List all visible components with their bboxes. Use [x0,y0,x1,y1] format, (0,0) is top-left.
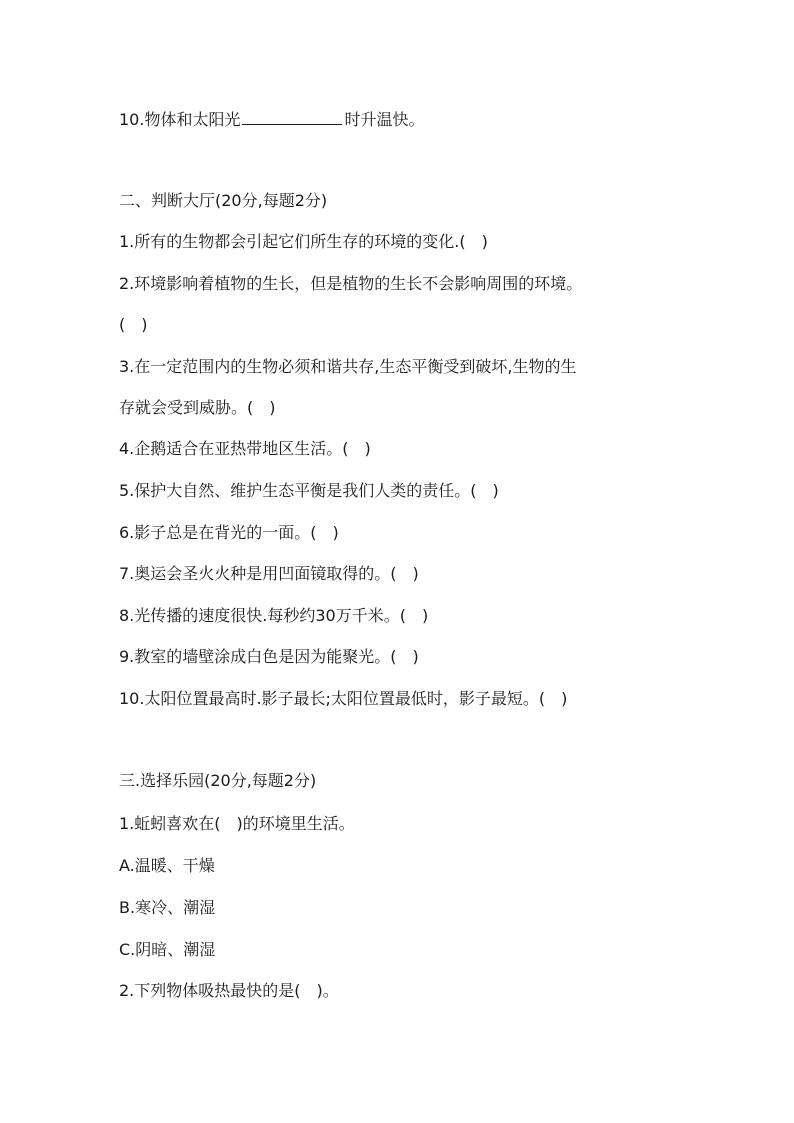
fill-blank-question-10 [119,108,424,131]
judgement-item: 2.环境影响着植物的生长，但是植物的生长不会影响周围的环境。 [119,274,583,293]
choice-option-a: A.温暖、干燥 [119,856,215,875]
choice-question: 1.蚯蚓喜欢在( )的环境里生活。 [119,814,355,833]
judgement-item: 存就会受到威胁。( ) [119,398,276,417]
judgement-item: 8.光传播的速度很快.每秒约30万千米。( ) [119,606,429,625]
judgement-item: 10.太阳位置最高时.影子最长;太阳位置最低时，影子最短。( ) [119,689,568,708]
judgement-item: 5.保护大自然、维护生态平衡是我们人类的责任。( ) [119,481,499,500]
judgement-item: 4.企鹅适合在亚热带地区生活。( ) [119,439,371,458]
question-text-after: 时升温快。 [344,110,425,129]
judgement-item: 1.所有的生物都会引起它们所生存的环境的变化.( ) [119,232,488,251]
section-heading-choice: 三.选择乐园(20分,每题2分) [119,771,317,790]
section-heading-judgement: 二、判断大厅(20分,每题2分) [119,191,328,210]
judgement-item: 6.影子总是在背光的一面。( ) [119,523,339,542]
answer-blank [242,108,342,125]
judgement-item: 7.奥运会圣火火种是用凹面镜取得的。( ) [119,564,419,583]
choice-option-b: B.寒冷、潮湿 [119,898,216,917]
question-text-before: 10.物体和太阳光 [119,110,241,129]
judgement-item: 9.教室的墙壁涂成白色是因为能聚光。( ) [119,647,419,666]
judgement-item: 3.在一定范围内的生物必须和谐共存,生态平衡受到破坏,生物的生 [119,357,577,376]
choice-option-c: C.阴暗、潮湿 [119,940,216,959]
judgement-item: ( ) [119,315,148,334]
choice-question: 2.下列物体吸热最快的是( )。 [119,981,339,1000]
